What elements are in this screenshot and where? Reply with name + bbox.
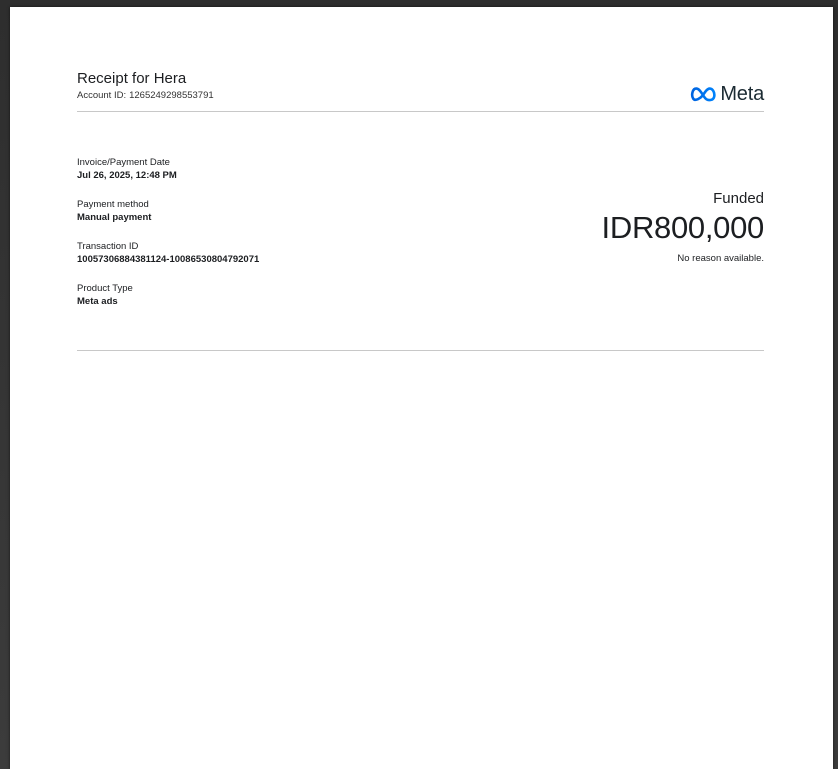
receipt-details xyxy=(77,156,417,324)
field-label: Invoice/Payment Date xyxy=(77,157,170,168)
meta-wordmark: Meta xyxy=(720,83,764,105)
field-value: Meta ads xyxy=(77,296,118,307)
account-id-line xyxy=(77,90,214,102)
field-value: Jul 26, 2025, 12:48 PM xyxy=(77,170,177,181)
status-reason: No reason available. xyxy=(677,253,764,264)
field-value: 10057306884381124-10086530804792071 xyxy=(77,254,260,265)
amount-value: IDR800,000 xyxy=(601,210,764,245)
field-value: Manual payment xyxy=(77,212,152,223)
field-label: Transaction ID xyxy=(77,241,139,252)
receipt-header xyxy=(77,70,764,112)
field-payment-date xyxy=(77,156,417,182)
header-divider xyxy=(77,111,764,112)
receipt-page xyxy=(10,7,833,769)
field-label: Payment method xyxy=(77,199,149,210)
account-id-label: Account ID: xyxy=(77,90,127,101)
receipt-title: Receipt for Hera xyxy=(77,70,187,87)
payment-status xyxy=(464,190,764,265)
field-payment-method xyxy=(77,198,417,224)
field-label: Product Type xyxy=(77,283,133,294)
status-label: Funded xyxy=(713,190,764,207)
meta-infinity-icon xyxy=(690,86,717,102)
meta-logo xyxy=(690,83,764,105)
field-transaction-id xyxy=(77,240,417,266)
account-id-value: 1265249298553791 xyxy=(129,90,214,101)
field-product-type xyxy=(77,282,417,308)
footer-divider xyxy=(77,350,764,351)
